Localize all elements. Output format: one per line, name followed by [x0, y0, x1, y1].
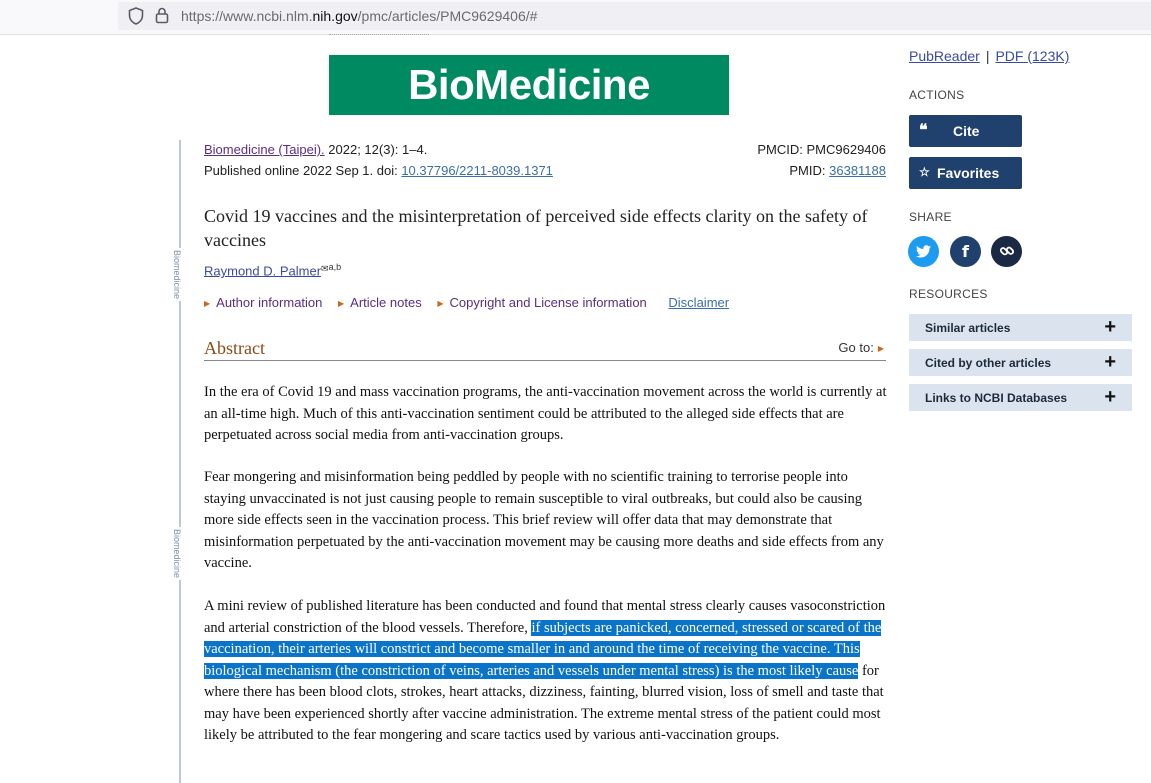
author-link[interactable]: Raymond D. Palmer — [204, 263, 322, 279]
star-icon: ☆ — [919, 165, 930, 179]
disclaimer-link[interactable]: Disclaimer — [668, 295, 730, 310]
url-text[interactable] — [181, 8, 537, 24]
triangle-right-icon: ▶ — [204, 299, 211, 308]
pmid-label: PMID: — [789, 163, 830, 178]
meta-label: Article notes — [350, 295, 422, 310]
similar-articles-toggle[interactable] — [909, 314, 1132, 341]
article-notes-toggle[interactable] — [338, 295, 422, 310]
journal-link[interactable]: Biomedicine (Taipei). — [204, 142, 325, 157]
share-heading: SHARE — [909, 210, 952, 224]
cited-by-toggle[interactable] — [909, 349, 1132, 376]
pmcid: PMCID: PMC9629406 — [757, 142, 886, 157]
quote-icon: ❝ — [919, 120, 928, 139]
left-rail-line — [179, 140, 181, 783]
tracking-protection-shield-icon[interactable] — [128, 7, 144, 30]
browser-toolbar — [0, 0, 1151, 35]
facebook-share-button[interactable] — [950, 236, 981, 267]
ncbi-databases-toggle[interactable] — [909, 384, 1132, 411]
meta-label: Author information — [216, 295, 323, 310]
pdf-link[interactable]: PDF (123K) — [995, 48, 1070, 64]
rail-label: Biomedicine — [172, 250, 182, 300]
journal-banner: BioMedicine — [329, 55, 729, 115]
facebook-icon: f — [962, 242, 969, 261]
doi-link[interactable]: 10.37796/2211-8039.1371 — [401, 163, 553, 178]
pmid-link[interactable]: 36381188 — [829, 163, 886, 178]
url-suffix: /pmc/articles/PMC9629406/# — [357, 8, 538, 24]
author-line — [204, 262, 341, 278]
plus-icon: + — [1104, 386, 1116, 408]
goto-label: Go to: — [838, 340, 874, 355]
published-text: Published online 2022 Sep 1. doi: — [204, 163, 402, 178]
resources-heading: RESOURCES — [909, 287, 988, 301]
pubreader-link[interactable]: PubReader — [909, 48, 980, 64]
actions-heading: ACTIONS — [909, 88, 965, 102]
resource-label: Cited by other articles — [925, 356, 1052, 370]
rail-label: Biomedicine — [172, 529, 182, 579]
meta-label: Copyright and License information — [449, 295, 647, 310]
author-affiliation[interactable]: a,b — [328, 262, 342, 272]
triangle-right-icon: ▶ — [338, 299, 345, 308]
copy-link-button[interactable] — [991, 236, 1022, 267]
pmid-line — [789, 163, 886, 178]
link-icon — [999, 246, 1015, 263]
cite-label: Cite — [953, 123, 980, 139]
cite-button[interactable] — [909, 115, 1022, 147]
selected-text: if subjects are panicked, concerned, stressed or scared of the vaccination, their arteries will constrict and become smaller in and around the time of receiving the vaccine. This biological mechanism (the constriction of veins, arteries and vessels under mental stress) is the most likely cause — [204, 619, 882, 679]
plus-icon: + — [1104, 316, 1116, 338]
author-information-toggle[interactable] — [204, 295, 322, 310]
abstract-heading-bar — [204, 338, 886, 361]
abstract-heading: Abstract — [204, 338, 265, 358]
email-icon[interactable]: ✉ — [321, 263, 329, 274]
twitter-share-button[interactable] — [908, 236, 939, 267]
citation-line — [204, 142, 427, 157]
published-line — [204, 163, 553, 178]
goto-menu[interactable] — [838, 340, 884, 355]
abstract-paragraph-2: Fear mongering and misinformation being peddled by people with no scientific training to terrorise people into staying unvaccinated is not just causing people to remain susceptible to viral outbreaks, but could also be causing more side effects seen in the vaccination process. This brief review will offer data that may demonstrate that misinformation perpetuated by the anti-vaccination movement may be causing more deaths and side effects from any vaccine. — [204, 469, 884, 571]
plus-icon: + — [1104, 351, 1116, 373]
article-title: Covid 19 vaccines and the misinterpretation of perceived side effects clarity on the safety of vaccines — [204, 206, 868, 250]
favorites-button[interactable] — [909, 157, 1022, 189]
paragraph-text: for where there has been blood clots, strokes, heart attacks, dizziness, fainting, blurred vision, loss of smell and taste that may have been experienced shortly after vaccine administration. The extreme mental stress of the patient could most likely be attributed to the fear mongering and scare tactics used by various anti-vaccination groups. — [204, 662, 884, 743]
abstract-paragraph-3 — [204, 596, 890, 747]
article-meta-links — [204, 295, 729, 310]
twitter-bird-icon — [916, 245, 931, 262]
resource-label: Similar articles — [925, 321, 1011, 335]
favorites-label: Favorites — [937, 165, 1000, 181]
clipped-header-fragment — [329, 34, 429, 39]
resource-label: Links to NCBI Databases — [925, 391, 1068, 405]
url-domain: nih.gov — [312, 8, 358, 24]
triangle-right-icon: ▶ — [437, 299, 444, 308]
triangle-right-icon: ▶ — [877, 344, 884, 353]
format-links — [909, 48, 1069, 64]
paragraph-text: A mini review of published literature has been conducted and found that mental stress clearly causes vasoconstriction and arterial constriction of the blood vessels. Therefore, — [204, 598, 886, 636]
abstract-paragraph-1: In the era of Covid 19 and mass vaccination programs, the anti-vaccination movement across the world is currently at an all-time high. Much of this anti-vaccination sentiment could be attributed to the alleged side effects that are perpetuated across social media from anti-vaccination groups. — [204, 384, 887, 443]
lock-icon[interactable] — [154, 6, 170, 29]
citation-volume: 2022; 12(3): 1–4. — [324, 142, 428, 157]
copyright-toggle[interactable] — [437, 295, 646, 310]
url-prefix: https://www.ncbi.nlm. — [181, 8, 313, 24]
separator: | — [985, 48, 990, 64]
